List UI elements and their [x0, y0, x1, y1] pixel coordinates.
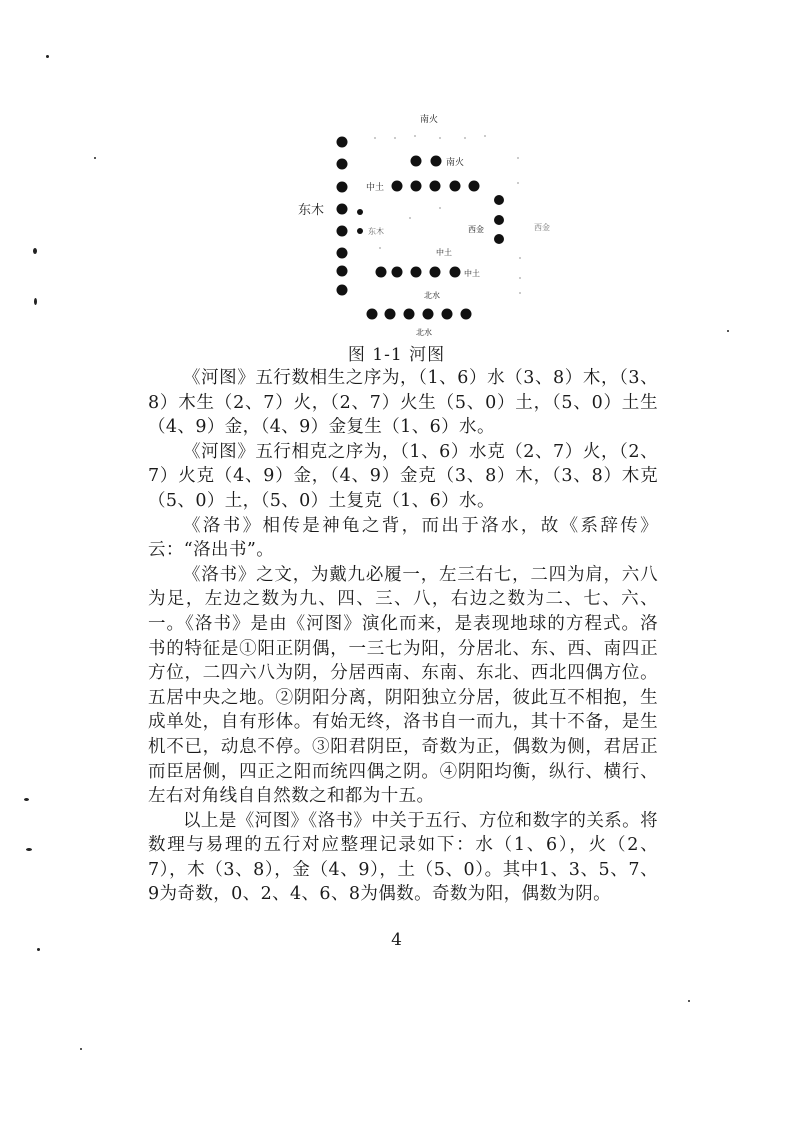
scan-speck	[24, 798, 29, 801]
scan-speck	[34, 298, 37, 305]
label-inner-south: 南火	[446, 158, 465, 168]
inner-east-dots	[357, 209, 363, 234]
label-outer-south: 南火	[420, 115, 439, 125]
scan-speck	[688, 1000, 690, 1002]
label-center-mid: 中土	[436, 248, 452, 257]
scan-speck	[727, 330, 729, 332]
paragraph-luoshu-legend: 《洛书》相传是神龟之背，而出于洛水，故《系辞传》云：“洛出书”。	[148, 515, 658, 561]
figure-caption: 图 1-1 河图	[347, 345, 446, 365]
paragraph-hetu-restraint: 《河图》五行相克之序为，（1、6）水克（2、7）火，（2、7）火克（4、9）金，（4、9）金克（3、8）木，（3、8）木克（5、0）土，（5、0）土复克（1、6）水。	[148, 441, 658, 511]
paragraph-summary: 以上是《河图》《洛书》中关于五行、方位和数字的关系。将数理与易理的五行对应整理记录如下：水（1、6），火（2、7），木（3、8），金（4、9），土（5、0）。其中1、3、5、7、9为奇数，0、2、4、6、8为偶数。奇数为阳，偶数为阴。	[148, 810, 658, 905]
scan-speck	[46, 55, 49, 58]
paragraph-luoshu-features: 《洛书》之文，为戴九必履一，左三右七，二四为肩，六八为足，左边之数为九、四、三、八，右边之数为二、七、六、一。《洛书》是由《河图》演化而来，是表现地球的方程式。洛书的特征是①阳正阴偶，一三七为阳，分居北、东、西、南四正方位，二四六八为阴，分居西南、东南、东北、西北四偶方位。五居中央之地。②阴阳分离，阴阳独立分居，彼此互不相抱，生成单处，自有形体。有始无终，洛书自一而九，其十不备，是生机不已，动息不停。③阳君阴臣，奇数为正，偶数为侧，君居正而臣居侧，四正之阳而统四偶之阴。④阴阳均衡，纵行、横行、左右对角线自自然数之和都为十五。	[148, 564, 658, 807]
label-outer-east: 东木	[298, 203, 325, 218]
scan-speck	[33, 248, 37, 254]
page-number: 4	[391, 930, 402, 950]
label-inner-east: 东木	[368, 227, 384, 236]
paragraph-hetu-generation: 《河图》五行数相生之序为，（1、6）水（3、8）木，（3、8）木生（2、7）火，（2、7）火生（5、0）土，（5、0）土生（4、9）金，（4、9）金复生（1、6）水。	[148, 368, 658, 438]
south-dots	[411, 156, 442, 167]
bottom-row-dots	[367, 309, 472, 320]
scan-speck	[26, 848, 32, 851]
label-center-bottom: 中土	[464, 269, 480, 278]
hetu-diagram	[280, 108, 570, 340]
scan-speck	[80, 1048, 82, 1050]
label-outer-north: 北水	[416, 328, 432, 337]
hetu-diagram-svg	[280, 108, 570, 340]
label-center-top: 中土	[366, 183, 385, 193]
top-row-dots	[392, 181, 480, 192]
label-outer-west: 西金	[534, 223, 550, 232]
label-inner-west: 西金	[468, 225, 484, 234]
body-text	[148, 366, 658, 907]
middle-row-dots	[376, 267, 461, 278]
west-dots	[494, 195, 504, 244]
scan-speck	[94, 157, 96, 159]
scan-speck	[37, 948, 40, 951]
label-inner-north: 北水	[424, 291, 440, 300]
outer-left-dots	[337, 137, 348, 296]
